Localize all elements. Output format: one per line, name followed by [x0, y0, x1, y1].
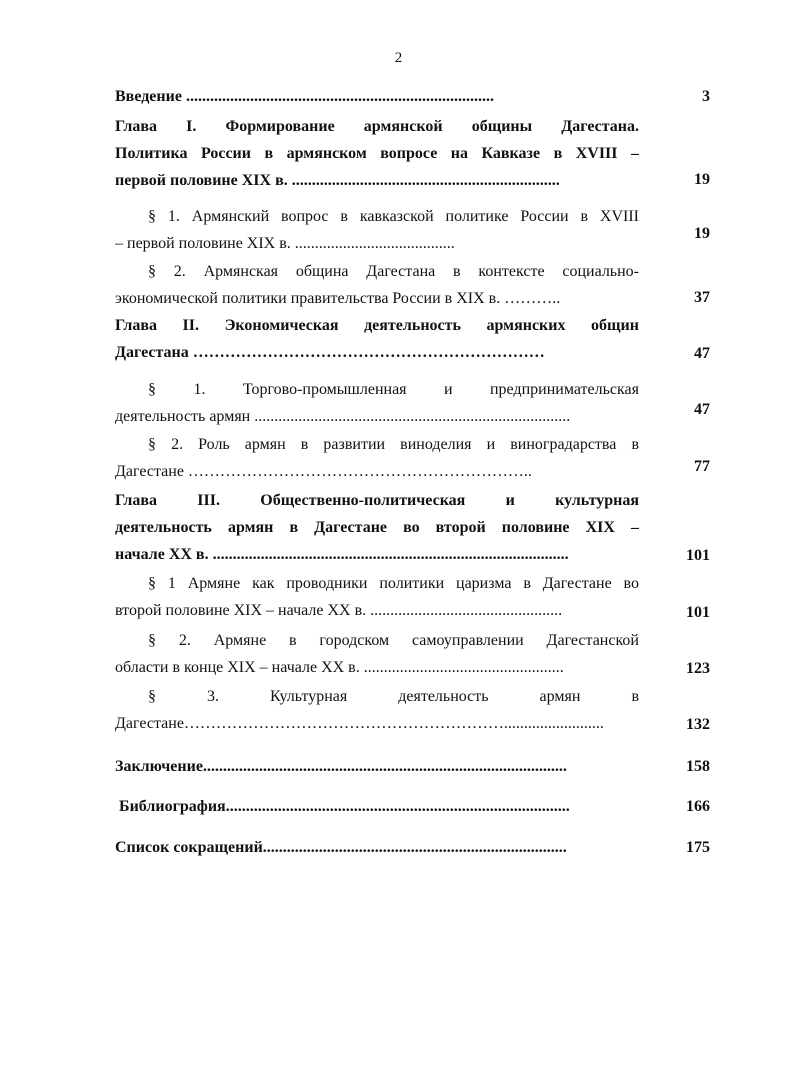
toc-entry-bibliography-text: Библиография...................................................................................... [119, 798, 570, 815]
toc-page-section-3-3: 132 [686, 716, 710, 733]
toc-entry-section-2-1-line2: деятельность армян ............................................................................... [115, 408, 571, 425]
toc-page-bibliography: 166 [686, 798, 710, 815]
page-number: 2 [394, 50, 403, 66]
toc-entry-bibliography [119, 793, 639, 820]
toc-entry-section-3-3-line1: § 3. Культурная деятельность армян в [148, 688, 639, 705]
toc-entry-section-3-2 [115, 627, 639, 681]
toc-entry-chapter-2-line1: Глава II. Экономическая деятельность армянских общин [115, 317, 639, 334]
toc-entry-section-3-2-line2: области в конце XIX – начале XX в. .................................................. [115, 659, 564, 676]
toc-entry-section-3-3-line2: Дагестане……………………………………………………......................... [115, 715, 604, 732]
toc-entry-chapter-3-line1: Глава III. Общественно-политическая и культурная [115, 492, 639, 509]
toc-page-section-1-1: 19 [694, 225, 710, 242]
toc-page-abbreviations: 175 [686, 839, 710, 856]
toc-entry-section-3-1-line1: § 1 Армяне как проводники политики царизма в Дагестане во [148, 575, 639, 592]
toc-page-section-3-2: 123 [686, 660, 710, 677]
toc-entry-section-1-2-line2: экономической политики правительства России в XIX в. ……….. [115, 290, 561, 307]
toc-entry-abbreviations [115, 834, 639, 861]
toc-entry-section-2-2-line2: Дагестане ……………………………………………………….. [115, 463, 532, 480]
toc-entry-section-1-2-line1: § 2. Армянская община Дагестана в контексте социально- [148, 263, 639, 280]
toc-page-chapter-2: 47 [694, 345, 710, 362]
toc-entry-chapter-1 [115, 113, 639, 194]
toc-entry-chapter-2-line2: Дагестана ………………………………………………………… [115, 344, 545, 361]
toc-page-section-2-2: 77 [694, 458, 710, 475]
toc-entry-section-1-1-line2: – первой половине XIX в. ........................................ [115, 235, 455, 252]
toc-entry-chapter-1-line2: Политика России в армянском вопросе на Кавказе в XVIII – [115, 145, 639, 162]
toc-entry-section-3-2-line1: § 2. Армяне в городском самоуправлении Дагестанской [148, 632, 639, 649]
toc-entry-chapter-3-line3: начале XX в. ......................................................................................... [115, 546, 569, 563]
toc-entry-section-2-1 [115, 376, 639, 430]
toc-entry-chapter-1-line3: первой половине XIX в. ................................................................... [115, 172, 560, 189]
toc-entry-chapter-1-line1: Глава I. Формирование армянской общины Дагестана. [115, 118, 639, 135]
toc-page-chapter-1: 19 [694, 171, 710, 188]
toc-entry-section-3-3 [115, 683, 639, 737]
toc-entry-section-3-1-line2: второй половине XIX – начале XX в. ................................................ [115, 602, 563, 619]
toc-entry-abbreviations-text: Список сокращений............................................................................ [115, 839, 567, 856]
toc-entry-intro [115, 83, 639, 110]
toc-entry-intro-text: Введение ............................................................................. [115, 88, 494, 105]
toc-entry-section-2-2 [115, 431, 639, 485]
toc-page-section-2-1: 47 [694, 401, 710, 418]
toc-entry-chapter-2 [115, 312, 639, 366]
toc-entry-conclusion [115, 753, 639, 780]
toc-entry-conclusion-text: Заключение........................................................................................... [115, 758, 567, 775]
toc-entry-section-2-1-line1: § 1. Торгово-промышленная и предпринимательская [148, 381, 639, 398]
toc-page-conclusion: 158 [686, 758, 710, 775]
toc-entry-chapter-3 [115, 487, 639, 568]
toc-entry-section-1-2 [115, 258, 639, 312]
toc-page-chapter-3: 101 [686, 547, 710, 564]
toc-page-section-1-2: 37 [694, 289, 710, 306]
toc-entry-section-1-1-line1: § 1. Армянский вопрос в кавказской политике России в XVIII [148, 208, 639, 225]
toc-page-intro: 3 [702, 88, 710, 105]
toc-entry-section-3-1 [115, 570, 639, 624]
toc-page-section-3-1: 101 [686, 604, 710, 621]
toc-entry-section-1-1 [115, 203, 639, 257]
toc-entry-chapter-3-line2: деятельность армян в Дагестане во второй половине XIX – [115, 519, 639, 536]
toc-entry-section-2-2-line1: § 2. Роль армян в развитии виноделия и виноградарства в [148, 436, 639, 453]
